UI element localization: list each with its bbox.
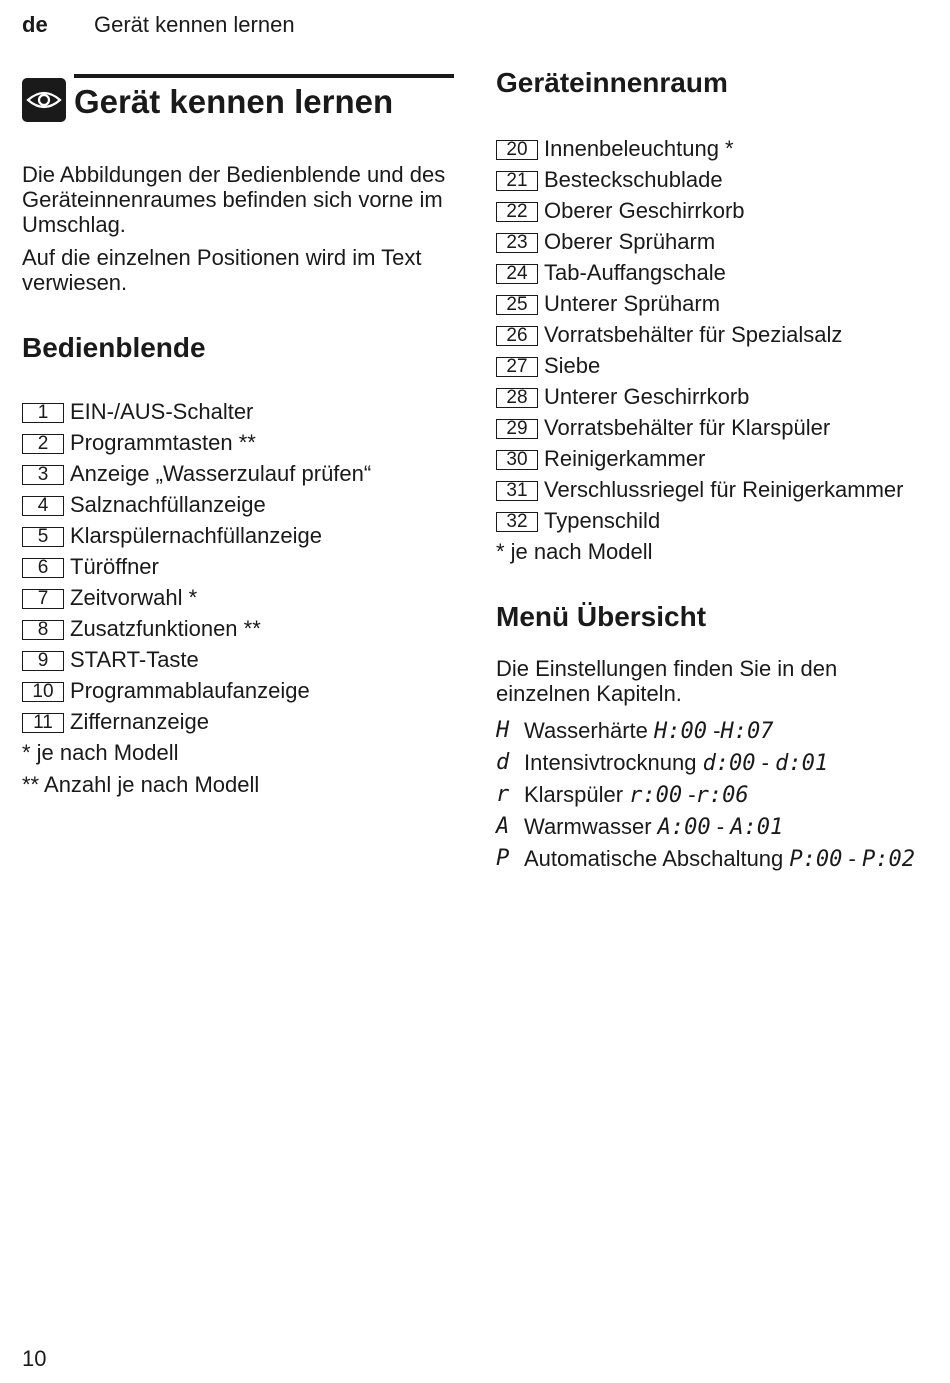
menu-range-separator: - (707, 718, 721, 743)
position-number: 5 (22, 527, 64, 547)
menu-label: Klarspüler (524, 782, 624, 807)
menu-item (496, 750, 926, 776)
position-number: 1 (22, 403, 64, 423)
position-number: 27 (496, 357, 538, 377)
menu-code: H (496, 718, 510, 743)
menu-range-to: A:01 (730, 815, 784, 840)
item-label: Ziffernanzeige (70, 709, 210, 734)
list-item (496, 167, 926, 192)
menu-code: d (496, 750, 510, 775)
intro-paragraph: Die Abbildungen der Bedienblende und des Geräteinnenraumes befinden sich vorne im Umschlag. (22, 162, 446, 237)
position-number: 2 (22, 434, 64, 454)
menu-item-body (524, 718, 773, 744)
item-label: Programmtasten ** (70, 430, 256, 455)
item-label: Programmablaufanzeige (70, 678, 310, 703)
item-label: Türöffner (70, 554, 159, 579)
menu-range-separator: - (710, 814, 731, 839)
menu-item (496, 782, 926, 808)
left-column (22, 74, 454, 804)
item-label: START-Taste (70, 647, 199, 672)
list-item (496, 291, 926, 316)
position-number: 4 (22, 496, 64, 516)
section-title-menu: Menü Übersicht (496, 601, 707, 632)
position-number: 31 (496, 481, 538, 501)
item-label: Salznachfüllanzeige (70, 492, 266, 517)
section-title-bedienblende: Bedienblende (22, 332, 206, 363)
list-item (22, 492, 454, 517)
item-label: Unterer Geschirrkorb (544, 384, 750, 409)
position-number: 25 (496, 295, 538, 315)
menu-item (496, 814, 926, 840)
list-item (22, 678, 454, 703)
menu-range-from: P:00 (789, 847, 843, 872)
position-number: 11 (22, 713, 64, 733)
list-item (496, 322, 926, 347)
menu-label: Automatische Abschaltung (524, 846, 784, 871)
position-number: 20 (496, 140, 538, 160)
item-label: Verschlussriegel für Reinigerkammer (544, 477, 904, 502)
item-label: Anzeige „Wasserzulauf prüfen“ (70, 461, 372, 486)
position-number: 9 (22, 651, 64, 671)
menu-range-separator: - (842, 846, 862, 871)
position-number: 8 (22, 620, 64, 640)
list-item (22, 554, 454, 579)
item-label: Reinigerkammer (544, 446, 706, 471)
running-header (22, 12, 295, 38)
chapter-heading (22, 74, 454, 122)
item-label: Besteckschublade (544, 167, 723, 192)
intro-paragraph: Auf die einzelnen Positionen wird im Text verwiesen. (22, 245, 422, 295)
footnote: * je nach Modell (22, 740, 179, 765)
menu-range-from: r:00 (629, 783, 683, 808)
menu-range-from: H:00 (654, 719, 707, 744)
list-item (22, 585, 454, 610)
item-label: Vorratsbehälter für Spezialsalz (544, 322, 843, 347)
list-item (22, 399, 454, 424)
footnote: * je nach Modell (496, 539, 653, 564)
language-code: de (22, 12, 48, 37)
menu-item-body (524, 782, 749, 808)
menu-code: P (496, 846, 510, 871)
menu-range-from: d:00 (702, 751, 756, 776)
position-number: 24 (496, 264, 538, 284)
menu-code: r (496, 782, 510, 807)
footnote: ** Anzahl je nach Modell (22, 772, 260, 797)
menu-label: Intensivtrocknung (524, 750, 697, 775)
page-number: 10 (22, 1346, 47, 1371)
list-item (22, 461, 454, 486)
item-label: Siebe (544, 353, 601, 378)
list-item (496, 198, 926, 223)
menu-range-to: H:07 (720, 719, 774, 744)
item-label: Zeitvorwahl * (70, 585, 198, 610)
list-item (496, 260, 926, 285)
position-number: 30 (496, 450, 538, 470)
innenraum-list (496, 136, 926, 533)
menu-intro: Die Einstellungen finden Sie in den einzelnen Kapiteln. (496, 656, 838, 706)
position-number: 23 (496, 233, 538, 253)
item-label: Typenschild (544, 508, 661, 533)
item-label: Oberer Geschirrkorb (544, 198, 745, 223)
position-number: 21 (496, 171, 538, 191)
list-item (496, 446, 926, 471)
position-number: 29 (496, 419, 538, 439)
position-number: 22 (496, 202, 538, 222)
menu-list (496, 718, 926, 872)
menu-item (496, 718, 926, 744)
menu-range-separator: - (755, 750, 776, 775)
item-label: EIN-/AUS-Schalter (70, 399, 254, 424)
list-item (496, 477, 926, 502)
list-item (496, 415, 926, 440)
list-item (496, 229, 926, 254)
position-number: 28 (496, 388, 538, 408)
menu-item-body (524, 750, 828, 776)
list-item (496, 136, 926, 161)
menu-range-to: r:06 (695, 783, 749, 808)
item-label: Tab-Auffangschale (544, 260, 726, 285)
list-item (496, 384, 926, 409)
item-label: Vorratsbehälter für Klarspüler (544, 415, 831, 440)
section-title-innenraum: Geräteinnenraum (496, 67, 728, 98)
bedienblende-list (22, 399, 454, 734)
menu-label: Warmwasser (524, 814, 652, 839)
item-label: Unterer Sprüharm (544, 291, 721, 316)
eye-icon (22, 78, 66, 122)
menu-item-body (524, 814, 783, 840)
menu-label: Wasserhärte (524, 718, 648, 743)
list-item (22, 647, 454, 672)
list-item (22, 616, 454, 641)
position-number: 7 (22, 589, 64, 609)
chapter-title: Gerät kennen lernen (74, 83, 394, 120)
item-label: Oberer Sprüharm (544, 229, 716, 254)
menu-item (496, 846, 926, 872)
position-number: 6 (22, 558, 64, 578)
running-title: Gerät kennen lernen (94, 12, 295, 37)
list-item (496, 353, 926, 378)
position-number: 3 (22, 465, 64, 485)
item-label: Zusatzfunktionen ** (70, 616, 261, 641)
item-label: Innenbeleuchtung * (544, 136, 734, 161)
item-label: Klarspülernachfüllanzeige (70, 523, 322, 548)
list-item (22, 523, 454, 548)
position-number: 10 (22, 682, 64, 702)
list-item (22, 709, 454, 734)
menu-range-to: P:02 (861, 847, 915, 872)
chapter-rule (74, 74, 454, 122)
position-number: 26 (496, 326, 538, 346)
menu-code: A (496, 814, 510, 839)
list-item (22, 430, 454, 455)
list-item (496, 508, 926, 533)
menu-range-from: A:00 (657, 815, 711, 840)
position-number: 32 (496, 512, 538, 532)
menu-item-body (524, 846, 915, 872)
right-column (496, 66, 926, 878)
menu-range-separator: - (682, 782, 696, 807)
menu-range-to: d:01 (775, 751, 829, 776)
